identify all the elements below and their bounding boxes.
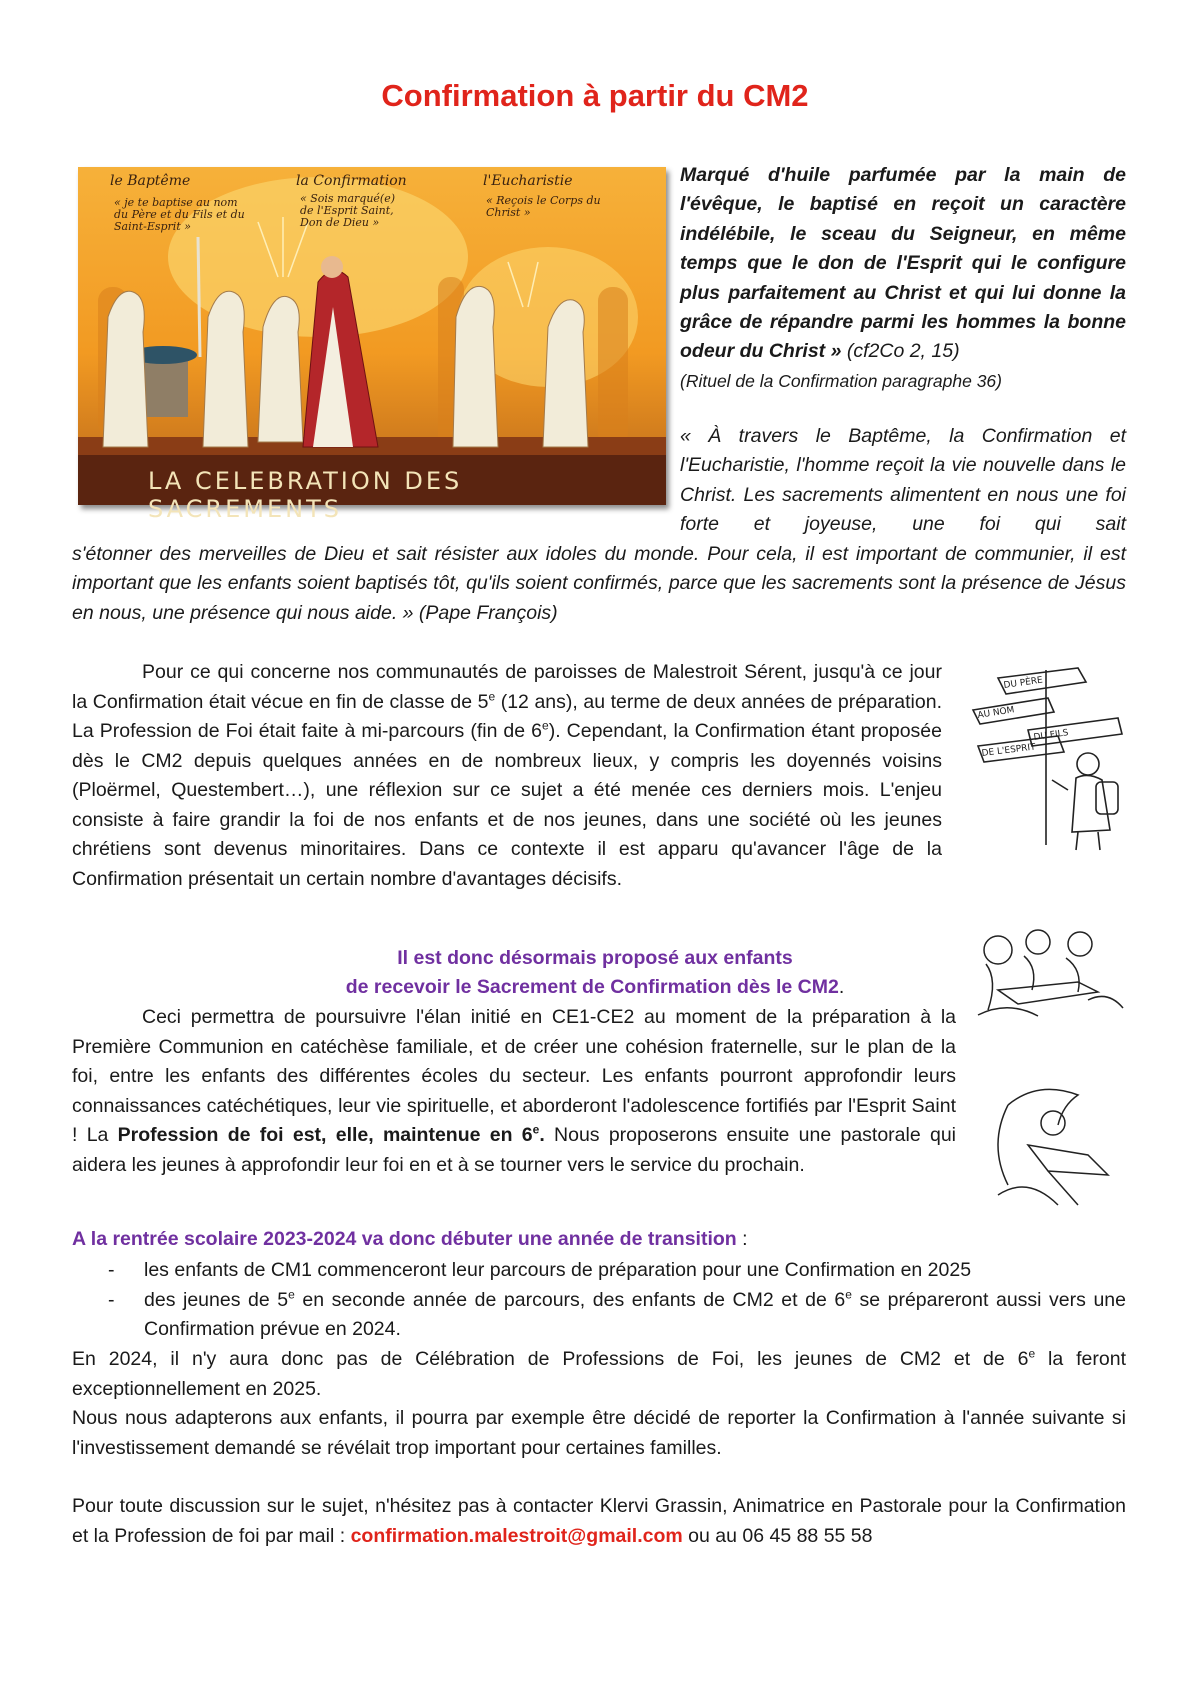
paragraph-context-c: ). Cependant, la Confirmation étant proposée dès le CM2 depuis quelques années en de nombreux lieux, y compris les doyennés voisins (Ploërmel, Questembert…), une réflexion sur ce sujet a été menée ces derniers mois. L'enjeu consiste à faire grandir la foi de nos enfants et de nos jeunes, dans une société où les jeunes chrétiens sont devenus minoritaires. Dans ce contexte il est apparu qu'avancer l'âge de la Confirmation présentait un certain nombre d'avantages décisifs.	[72, 720, 942, 890]
painting-banner: LA CELEBRATION DES SACREMENTS	[148, 467, 463, 523]
transition-list	[72, 1256, 1126, 1345]
contact-phone: ou au 06 45 88 55 58	[682, 1524, 873, 1547]
pope-quote-part1: « À travers le Baptême, la Confirmation et l'Eucharistie, l'homme reçoit la vie nouvelle dans le Christ. Les sacrements alimentent en nous une foi forte et joyeuse, une foi qui sait	[680, 425, 1126, 536]
rituel-quote-ref: (cf2Co 2, 15)	[841, 340, 960, 363]
sign-text-2: AU NOM	[976, 705, 1016, 721]
superscript: e	[488, 689, 496, 703]
group-illustration	[968, 920, 1128, 1030]
sacraments-painting	[78, 167, 666, 523]
rituel-quote-source: (Rituel de la Confirmation paragraphe 36)	[680, 370, 1002, 391]
announcement-line2: de recevoir le Sacrement de Confirmation dès le CM2	[345, 976, 839, 998]
paragraph-2024-a: En 2024, il n'y aura donc pas de Célébration de Professions de Foi, les jeunes de CM2 et de 6	[72, 1348, 1029, 1370]
list-item-text: les enfants de CM1 commenceront leur parcours de préparation pour une Confirmation en 2025	[144, 1259, 972, 1281]
paragraph-benefits	[72, 1003, 956, 1180]
superscript: e	[845, 1287, 852, 1301]
transition-heading-text: A la rentrée scolaire 2023-2024 va donc débuter une année de transition	[72, 1228, 737, 1250]
contact-text: Pour toute discussion sur le sujet, n'hésitez pas à contacter Klervi Grassin, Animatrice en Pastorale pour la Confirmation et la Profession de foi par mail :	[72, 1495, 1126, 1547]
painting-quote-eucharistie: « Reçois le Corps du Christ »	[486, 194, 601, 219]
paragraph-context	[72, 658, 942, 894]
announcement	[72, 944, 1118, 1002]
pope-quote-part2: s'étonner des merveilles de Dieu et sait résister aux idoles du monde. Pour cela, il est important de communier, il est important que les enfants soient baptisés tôt, qu'ils soient confirmés, parce que les sacrements sont la présence de Jésus en nous, une présence qui nous aide. » (Pape François)	[72, 543, 1126, 624]
reading-illustration	[968, 1075, 1128, 1215]
painting-label-confirmation: la Confirmation	[296, 173, 407, 189]
painting-label-eucharistie: l'Eucharistie	[483, 173, 573, 189]
rituel-quote	[680, 161, 1126, 396]
painting-quote-confirmation: « Sois marqué(e) de l'Esprit Saint, Don de Dieu »	[300, 192, 396, 229]
profession-foi-period: .	[539, 1124, 545, 1146]
painting-label-bapteme: le Baptême	[110, 173, 191, 189]
list-item-text-c: se prépareront aussi vers une Confirmation prévue en 2024.	[144, 1288, 1126, 1340]
superscript: e	[532, 1122, 540, 1137]
profession-foi-emphasis: Profession de foi est, elle, maintenue en 6	[117, 1124, 533, 1146]
superscript: e	[288, 1287, 295, 1301]
paragraph-2024-b: la feront exceptionnellement en 2025.	[72, 1348, 1126, 1400]
paragraph-benefits-a: Ceci permettra de poursuivre l'élan initié en CE1-CE2 au moment de la préparation à la Première Communion en catéchèse familiale, et de créer une cohésion fraternelle, sur le plan de la foi, entre les enfants des différentes écoles du secteur. Les enfants pourront approfondir leurs connaissances catéchétiques, leur vie spirituelle, et aborderont l'adolescence fortifiés par l'Esprit Saint ! La	[72, 1006, 956, 1146]
contact-email-link[interactable]: confirmation.malestroit@gmail.com	[350, 1524, 683, 1547]
announcement-period: .	[838, 976, 845, 998]
transition-heading	[72, 1225, 1126, 1255]
announcement-line1: Il est donc désormais proposé aux enfants	[397, 947, 793, 969]
list-item-text-a: des jeunes de 5	[144, 1288, 289, 1311]
list-item: - des jeunes de 5e en seconde année de parcours, des enfants de CM2 et de 6e se prépareront aussi vers une Confirmation prévue en 2024.	[108, 1287, 1126, 1340]
paragraph-benefits-b: Nous proposerons ensuite une pastorale qui aidera les jeunes à approfondir leur foi en et à se tourner vers le service du prochain.	[72, 1124, 956, 1176]
paragraph-context-b: (12 ans), au terme de deux années de préparation. La Profession de Foi était faite à mi-parcours (fin de 6	[72, 690, 942, 742]
superscript: e	[1028, 1346, 1036, 1361]
paragraph-context-a: Pour ce qui concerne nos communautés de paroisses de Malestroit Sérent, jusqu'à ce jour la Confirmation était vécue en fin de classe de 5	[72, 661, 942, 713]
sign-text-4: DE L'ESPRIT	[981, 742, 1037, 759]
superscript: e	[542, 718, 549, 733]
signpost-illustration	[968, 660, 1128, 850]
paragraph-adapt: Nous nous adapterons aux enfants, il pourra par exemple être décidé de reporter la Confirmation à l'année suivante si l'investissement demandé se révélait trop important pour certaines familles.	[72, 1407, 1126, 1459]
sign-text-1: DU PÈRE	[1003, 675, 1044, 691]
painting-quote-bapteme: « je te baptise au nom du Père et du Fils et du Saint-Esprit »	[114, 196, 245, 233]
rituel-quote-text: Marqué d'huile parfumée par la main de l'évêque, le baptisé en reçoit un caractère indélébile, le sceau du Seigneur, en même temps que le don de l'Esprit qui le configure plus parfaitement au Christ et qui lui donne la grâce de répandre parmi les hommes la bonne odeur du Christ »	[680, 164, 1126, 363]
paragraph-2024	[72, 1345, 1126, 1463]
page-title: Confirmation à partir du CM2	[381, 78, 809, 113]
sign-text-3: DU FILS	[1033, 728, 1070, 743]
list-item-text-b: en seconde année de parcours, des enfants de CM2 et de 6	[294, 1288, 846, 1311]
transition-heading-colon: :	[736, 1228, 748, 1250]
contact-paragraph	[72, 1492, 1126, 1551]
list-item: - les enfants de CM1 commenceront leur parcours de préparation pour une Confirmation en 2025	[108, 1259, 972, 1281]
